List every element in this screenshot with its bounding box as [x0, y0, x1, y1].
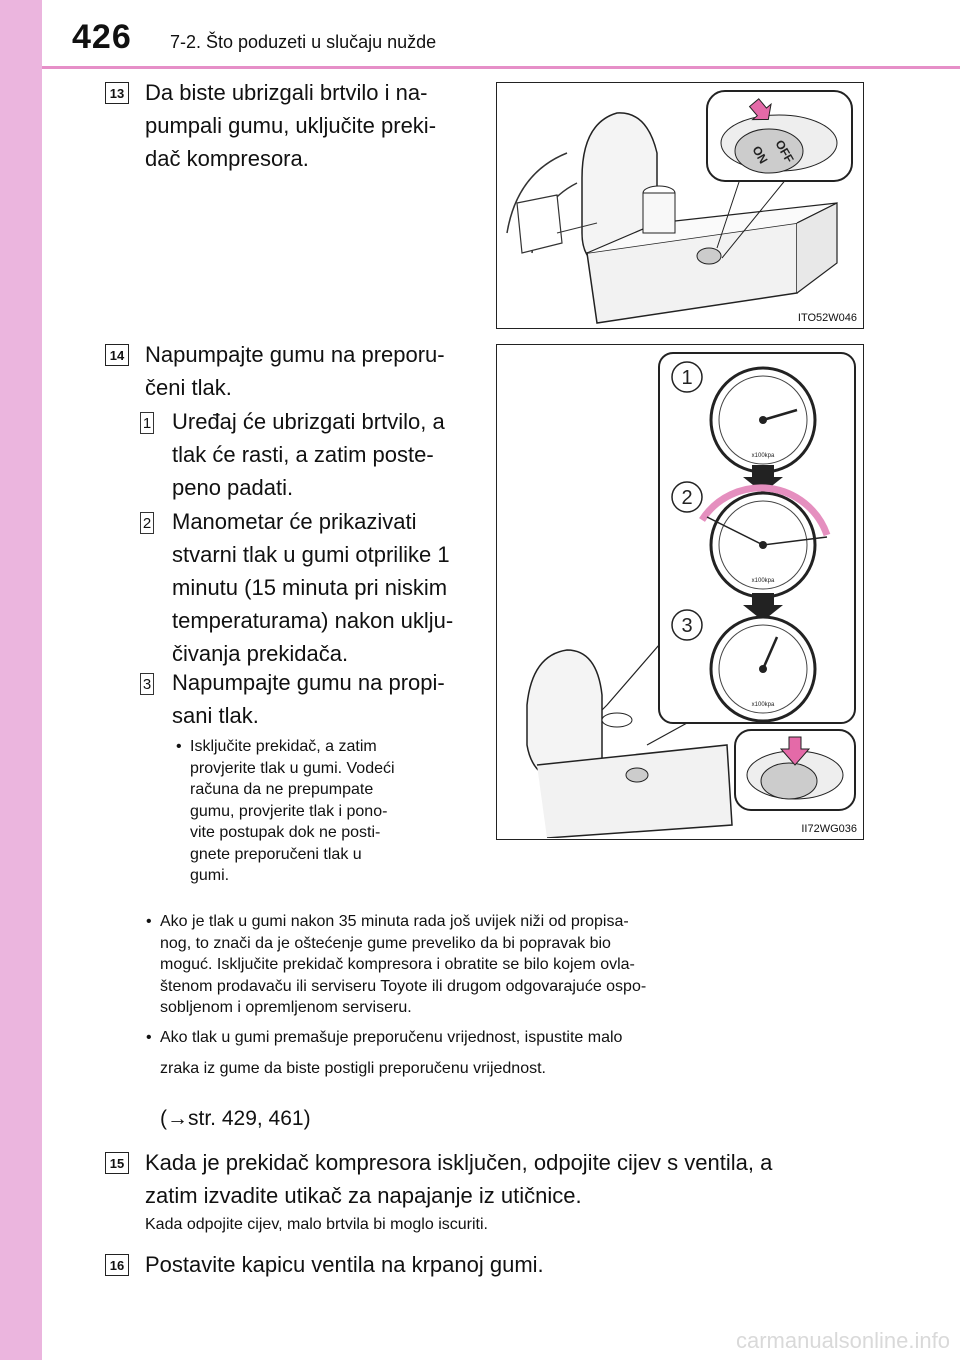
substep-1-text: Uređaj će ubrizgati brtvilo, a tlak će rasti, a zatim poste- peno padati. [172, 409, 445, 500]
header-rule [42, 66, 960, 69]
gauge-illustration [497, 345, 862, 838]
watermark-logo: carmanualsonline.info [735, 1328, 950, 1353]
bullet-pressure-too-high: • Ako tlak u gumi premašuje preporučenu vrijednost, ispustite malo zraka iz gume da biste postigli preporučenu vrijednost. [160, 1022, 856, 1084]
step-14-text: Napumpajte gumu na preporu- čeni tlak. [145, 342, 445, 400]
figure-id: II72WG036 [801, 823, 857, 835]
step-15-text: Kada je prekidač kompresora isključen, odpojite cijev s ventila, a zatim izvadite utikač za napajanje iz utičnice. [145, 1150, 773, 1208]
substep-2-text: Manometar će prikazivati stvarni tlak u gumi otprilike 1 minutu (15 minuta pri niskim temperaturama) nakon uklju- čivanja prekidača. [172, 509, 454, 666]
callout-2: 2 [681, 487, 693, 509]
substep-2-number: 2 [140, 512, 154, 534]
switch-off-label: OFF [772, 137, 797, 166]
compressor-switch-figure [496, 82, 864, 329]
step-13-text: Da biste ubrizgali brtvilo i na- pumpali gumu, uključite preki- dač kompresora. [145, 80, 437, 171]
bullet-pressure-too-low: • Ako je tlak u gumi nakon 35 minuta rada još uvijek niži od propisa- nog, to znači da je oštećenje gume preveliko da bi popravak bio moguć. Isključite prekidač kompresora i obratite se bilo kojem ovla- štenom prodavaču ili serviseru Toyote ili drugom odgovarajuće ospo- sobljenom i opremljenom serviseru. [160, 911, 856, 1019]
page-number: 426 [72, 18, 132, 56]
step-13-number: 13 [105, 82, 129, 104]
gauge-3-unit: x100kpa [751, 702, 775, 708]
step-15-note: Kada odpojite cijev, malo brtvila bi moglo iscuriti. [145, 1216, 488, 1233]
step-14-number: 14 [105, 344, 129, 366]
gauge-2-unit: x100kpa [751, 578, 775, 584]
callout-3: 3 [681, 615, 693, 637]
page-reference-link[interactable]: (→str. 429, 461) [160, 1107, 311, 1130]
step-16-text: Postavite kapicu ventila na krpanoj gumi. [145, 1252, 544, 1277]
switch-on-label: ON [749, 143, 771, 167]
bullet-check-pressure: • Isključite prekidač, a zatim provjerite tlak u gumi. Vodeći računa da ne prepumpate gumu, provjerite tlak i pono- vite postupak dok ne posti- gnete preporučeni tlak u gumi. [190, 736, 477, 887]
step-15-number: 15 [105, 1152, 129, 1174]
figure-id: ITO52W046 [797, 312, 857, 324]
substep-3-number: 3 [140, 673, 154, 695]
pressure-gauge-figure [496, 344, 864, 840]
step-16-number: 16 [105, 1254, 129, 1276]
substep-1-number: 1 [140, 412, 154, 434]
substep-3-text: Napumpajte gumu na propi- sani tlak. [172, 670, 445, 728]
page-header [42, 0, 960, 66]
sidebar-tab [0, 0, 42, 1360]
gauge-1-unit: x100kpa [751, 453, 775, 459]
compressor-illustration [497, 83, 862, 327]
chapter-title: 7-2. Što poduzeti u slučaju nužde [170, 32, 437, 52]
callout-1: 1 [681, 367, 693, 389]
